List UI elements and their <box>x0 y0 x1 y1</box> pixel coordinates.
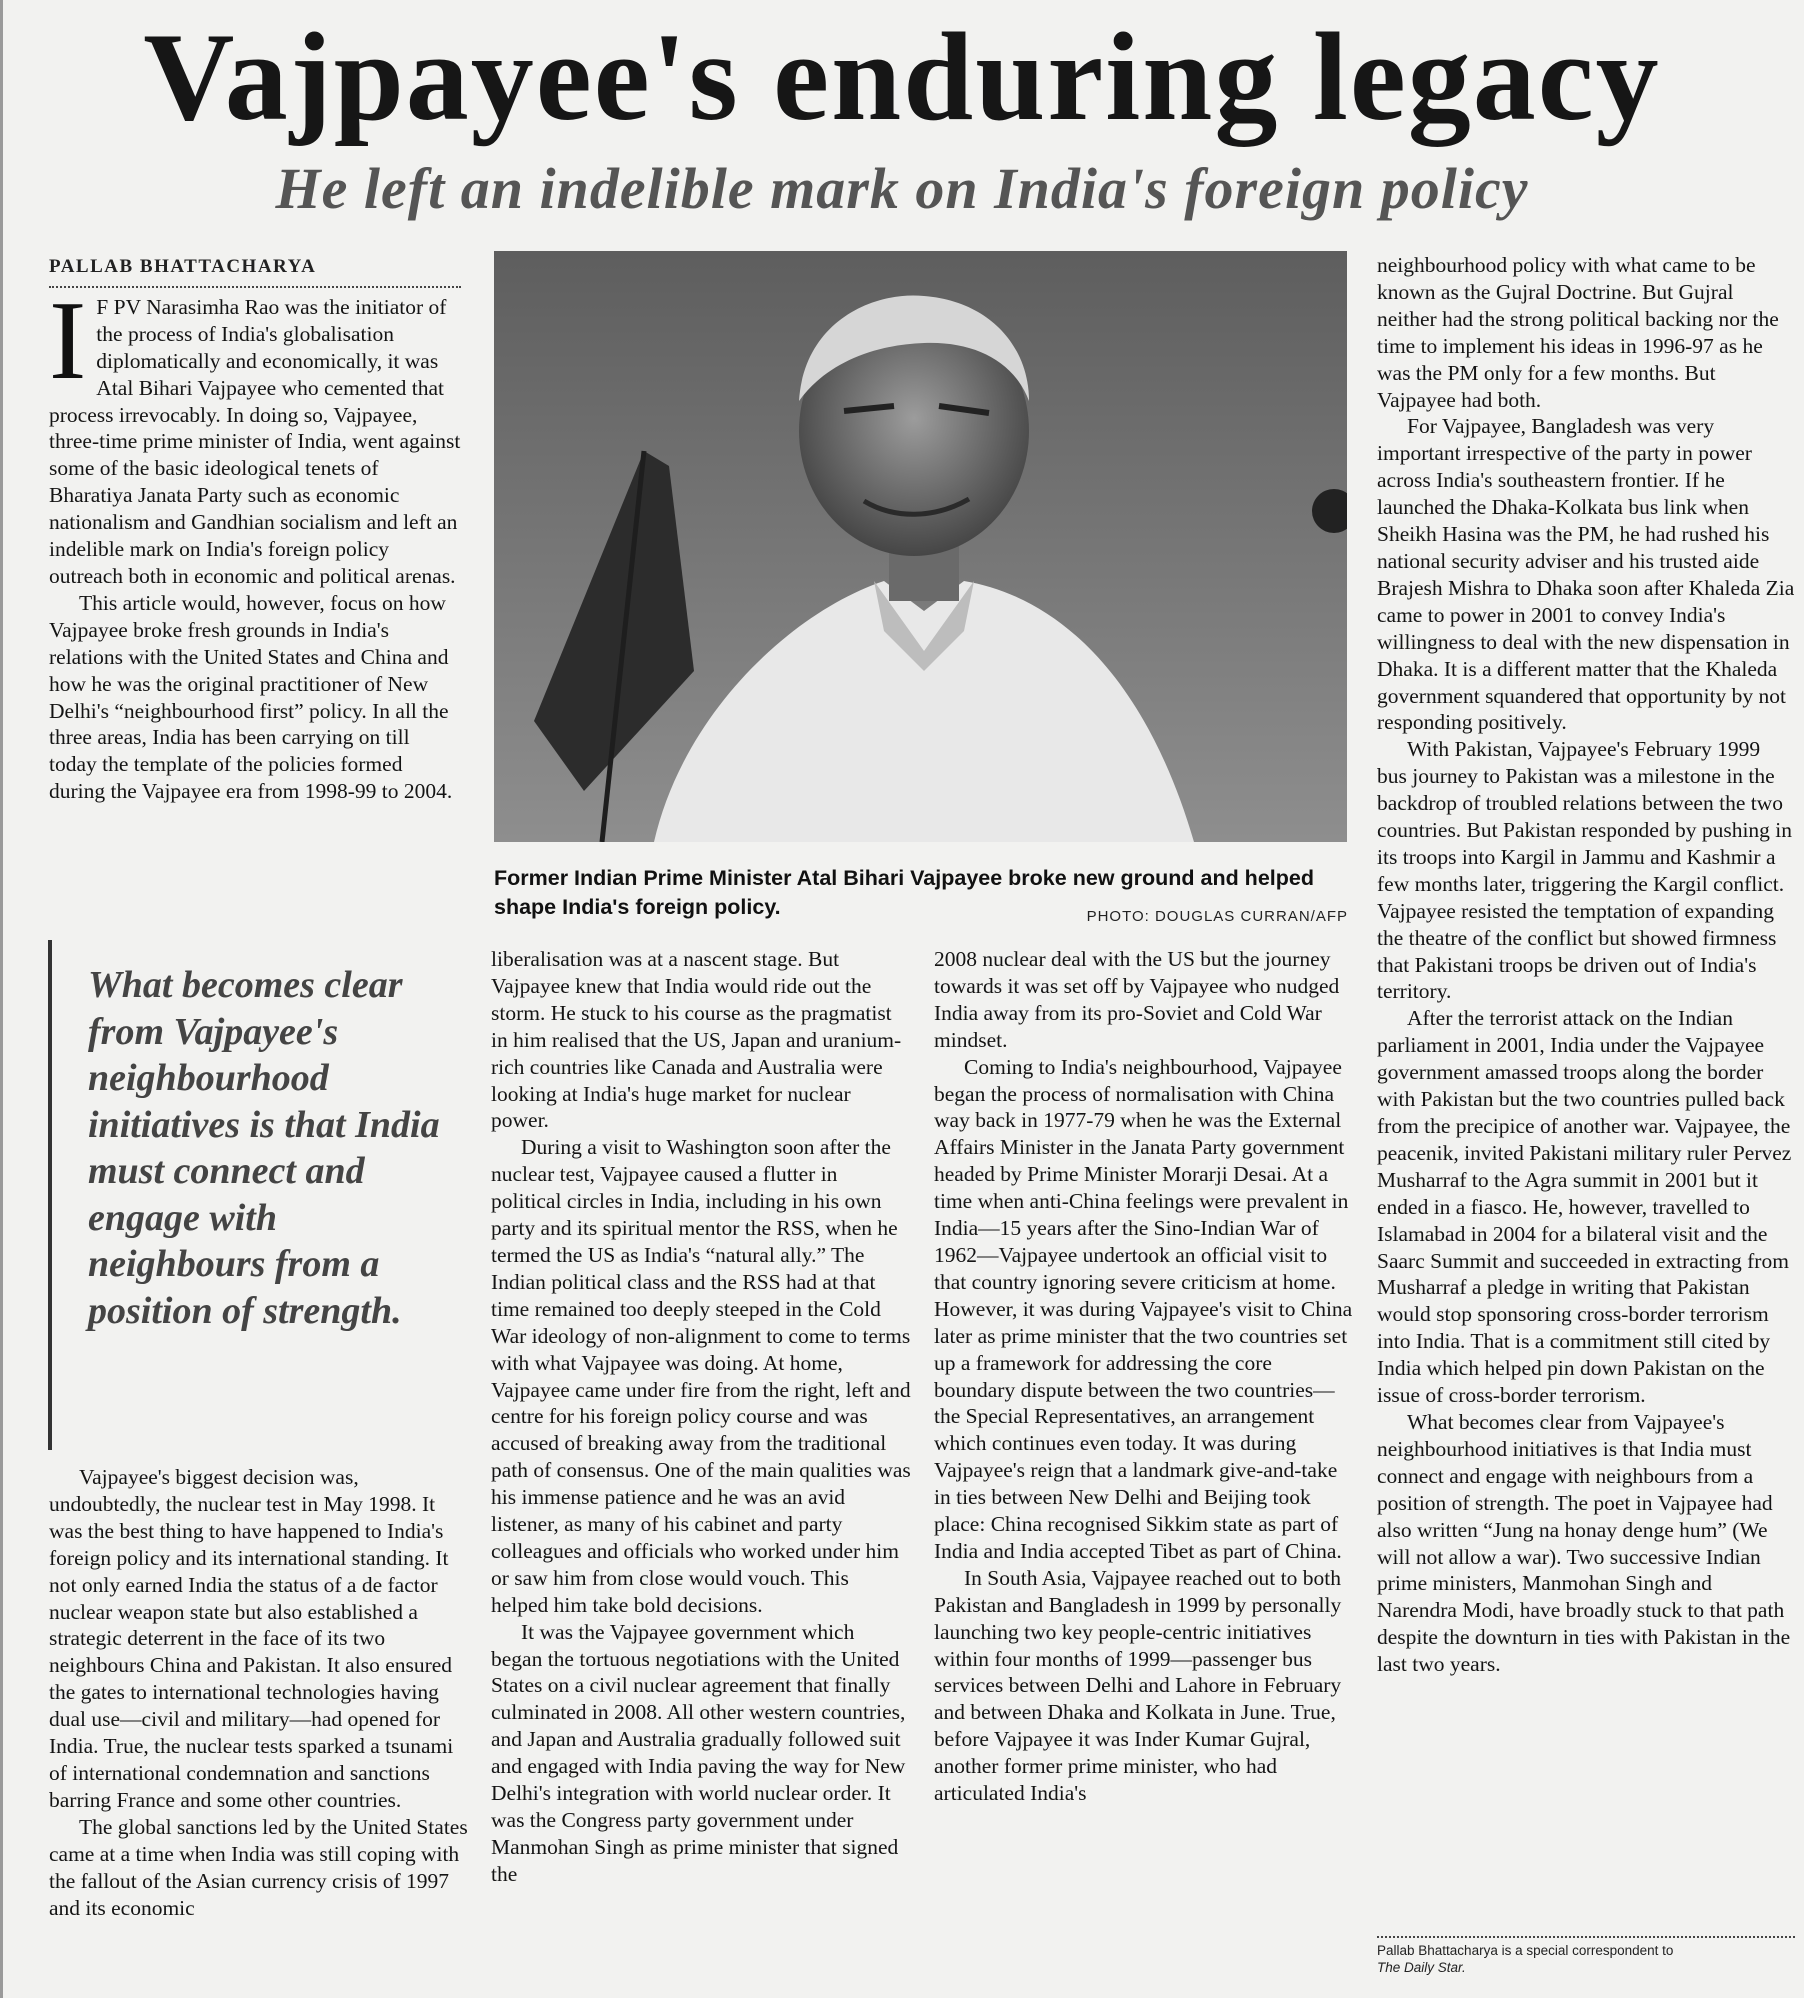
paragraph: After the terrorist attack on the Indian parliament in 2001, India under the Vajpayee government amassed troops along the border with Pakistan but the two countries pulled back from the precipice of another war. Vajpayee, the peacenik, invited Pakistani military ruler Pervez Musharraf to the Agra summit in 2001 but it ended in a fiasco. He, however, travelled to Islamabad in 2004 for a bilateral visit and the Saarc Summit and succeeded in extracting from Musharraf a pledge in writing that Pakistan would stop sponsoring cross-border terrorism into India. That is a commitment still cited by India which helped pin down Pakistan on the issue of cross-border terrorism. <box>1377 1006 1792 1408</box>
drop-cap: I <box>49 278 87 403</box>
paragraph: With Pakistan, Vajpayee's February 1999 bus journey to Pakistan was a milestone in the backdrop of troubled relations between the two countries. But Pakistan responded by pushing in its troops into Kargil in Jammu and Kashmir a few months later, triggering the Kargil conflict. Vajpayee resisted the temptation of expanding the theatre of the conflict but showed firmness that Pakistani troops be driven out of India's territory. <box>1377 737 1793 1004</box>
paragraph <box>49 278 461 590</box>
photo-illustration <box>494 251 1347 842</box>
paragraph: Coming to India's neighbourhood, Vajpayee began the process of normalisation with China way back in 1977-79 when he was the External Affairs Minister in the Janata Party government headed by Prime Minister Morarji Desai. At a time when anti-China feelings were prevalent in India—15 years after the Sino-Indian War of 1962—Vajpayee undertook an official visit to that country ignoring severe criticism at home. However, it was during Vajpayee's visit to China later as prime minister that the two countries set up a framework for addressing the core boundary dispute between the two countries—the Special Representatives, an arrangement which continues even today. It was during Vajpayee's reign that a landmark give-and-take in ties between New Delhi and Beijing took place: China recognised Sikkim state as part of India and India accepted Tibet as part of China. <box>934 1054 1353 1563</box>
footnote-text: Pallab Bhattacharya is a special correspondent to <box>1377 1943 1674 1958</box>
column-3 <box>934 946 1354 1807</box>
paragraph: 2008 nuclear deal with the US but the journey towards it was set off by Vajpayee who nudged India away from its pro-Soviet and Cold War mindset. <box>934 947 1340 1052</box>
paragraph: It was the Vajpayee government which began the tortuous negotiations with the United States on a civil nuclear agreement that finally culminated in 2008. All other western countries, and Japan and Australia gradually followed suit and engaged with India paving the way for New Delhi's integration with world nuclear order. It was the Congress party government under Manmohan Singh as prime minister that signed the <box>491 1619 906 1886</box>
footnote-divider <box>1377 1936 1795 1938</box>
author-footnote <box>1377 1942 1795 1976</box>
column-2 <box>491 946 911 1888</box>
headline: Vajpayee's enduring legacy <box>143 8 1661 147</box>
paragraph: liberalisation was at a nascent stage. But Vajpayee knew that India would ride out the storm. He stuck to his course as the pragmatist in him realised that the US, Japan and uranium-rich countries like Canada and Australia were looking at India's huge market for nuclear power. <box>491 947 902 1133</box>
paragraph: neighbourhood policy with what came to be known as the Gujral Doctrine. But Gujral neither had the strong political backing nor the time to implement his ideas in 1996-97 as he was the PM only for a few months. But Vajpayee had both. <box>1377 253 1779 412</box>
page-edge <box>0 0 3 1998</box>
pull-quote-text: What becomes clear from Vajpayee's neighbourhood initiatives is that India must connect and engage with neighbours from a position of strength. <box>88 964 440 1332</box>
column-1 <box>49 254 461 805</box>
paragraph: What becomes clear from Vajpayee's neighbourhood initiatives is that India must connect and engage with neighbours from a position of strength. The poet in Vajpayee had also written “Jung na honay denge hum” (We will not allow a war). Two successive Indian prime ministers, Manmohan Singh and Narendra Modi, have broadly stuck to that path despite the downturn in ties with Pakistan in the last two years. <box>1377 1409 1791 1677</box>
photo-credit: PHOTO: DOUGLAS CURRAN/AFP <box>1086 908 1348 925</box>
paragraph: In South Asia, Vajpayee reached out to both Pakistan and Bangladesh in 1999 by personally launching two key people-centric initiatives within four months of 1999—passenger bus services between Delhi and Lahore in February and between Dhaka and Kolkata in June. True, before Vajpayee it was Inder Kumar Gujral, another former prime minister, who had articulated India's <box>934 1565 1342 1806</box>
photo-caption: Former Indian Prime Minister Atal Bihari Vajpayee broke new ground and helped shape India's foreign policy. <box>494 866 1314 919</box>
paragraph: For Vajpayee, Bangladesh was very important irrespective of the party in power across India's southeastern frontier. If he launched the Dhaka-Kolkata bus link when Sheikh Hasina was the PM, he had rushed his national security adviser and his trusted aide Brajesh Mishra to Dhaka soon after Khaleda Zia came to power in 2001 to convey India's willingness to deal with the new dispensation in Dhaka. It is a different matter that the Khaleda government squandered that opportunity by not responding positively. <box>1377 414 1795 735</box>
photo <box>494 251 1347 842</box>
column-1-lower <box>49 1464 469 1921</box>
paragraph: During a visit to Washington soon after the nuclear test, Vajpayee caused a flutter in political circles in India, including in his own party and its spiritual mentor the RSS, when he termed the US as India's “natural ally.” The Indian political class and the RSS had at that time remained too deeply steeped in the Cold War ideology of non-alignment to come to terms with what Vajpayee was doing. At home, Vajpayee came under fire from the right, left and centre for his foreign policy course and was accused of breaking away from the traditional path of consensus. One of the main qualities was his immense patience and he was an avid listener, as many of his cabinet and party colleagues and officials who worked under him or saw him from close would vouch. This helped him take bold decisions. <box>491 1135 911 1617</box>
paragraph-text: F PV Narasimha Rao was the initiator of the process of India's globalisation diplomatically and economically, it was Atal Bihari Vajpayee who cemented that process irrevocably. In doing so, Vajpayee, three-time prime minister of India, went against some of the basic ideological tenets of Bharatiya Janata Party such as economic nationalism and Gandhian socialism and left an indelible mark on India's foreign policy outreach both in economic and political arenas. <box>49 294 461 588</box>
paragraph: The global sanctions led by the United States came at a time when India was still coping with the fallout of the Asian currency crisis of 1997 and its economic <box>49 1814 468 1920</box>
pull-quote <box>48 940 452 1450</box>
subheadline: He left an indelible mark on India's foreign policy <box>275 156 1529 221</box>
paragraph: This article would, however, focus on how Vajpayee broke fresh grounds in India's relations with the United States and China and how he was the original practitioner of New Delhi's “neighbourhood first” policy. In all the three areas, India has been carrying on till today the template of the policies formed during the Vajpayee era from 1998-99 to 2004. <box>49 590 453 804</box>
column-4 <box>1377 252 1795 1678</box>
byline: PALLAB BHATTACHARYA <box>49 254 461 288</box>
footnote-publication: The Daily Star. <box>1377 1960 1466 1975</box>
paragraph: Vajpayee's biggest decision was, undoubtedly, the nuclear test in May 1998. It was the best thing to have happened to India's foreign policy and its international standing. It not only earned India the status of a de factor nuclear weapon state but also established a strategic deterrent in the face of its two neighbours China and Pakistan. It also ensured the gates to international technologies having dual use—civil and military—had opened for India. True, the nuclear tests sparked a tsunami of international condemnation and sanctions barring France and some other countries. <box>49 1465 454 1812</box>
